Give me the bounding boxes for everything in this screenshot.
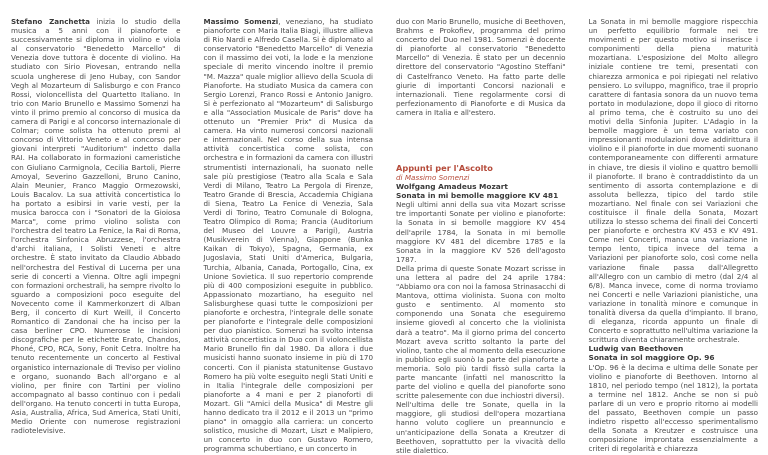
section-author: di Massimo Somenzi [396,173,470,183]
column-3 [396,17,566,455]
bio-zanchetta [11,17,181,435]
piece-title-mozart: Sonata in mi bemolle maggiore KV 481 [396,191,559,201]
mozart-paragraph-1: Negli ultimi anni della sua vita Mozart scrisse tre importanti Sonate per violino e pianoforte: la Sonata in si bemolle maggiore KV 454 dell'aprile 1784, la Sonata in mi bemolle maggiore KV 481 del dicembre 1785 e la Sonata in la maggiore KV 526 dell'agosto 1787. [396,200,566,264]
bio-zanchetta-text: inizia lo studio della musica a 5 anni con il pianoforte e successivamente si diploma in violino e viola al conservatorio "Benedetto Marcello" di Venezia dove tuttora è docente di violino. Ha studiato con Sirio Piovesan, entrando nella scuola ungherese di Jeno Hubay, con Sandor Vegh al Mozarteum di Salisburgo e con Franco Rossi, violoncellista del Quartetto Italiano. In trio con Mario Brunello e Massimo Somenzi ha vinto il primo premio al concorso di musica da camera di Parigi e al concorso internazionale di Colmar; come solista ha ottenuto premi al concorso di Vittorio Veneto e al concorso per giovani interpreti "Auditorium" indetto dalla RAI. Ha collaborato in formazioni cameristiche con Giuliano Carmignola, Cecilia Bartoli, Pierre Amoyal, Severino Gazzelloni, Bruno Canino, Alain Meunier, Franco Maggio Ormezowski, Louis Bacalov. La sua attività concertistica lo ha portato a esibirsi in varie vesti, per la musica barocca con i "Sonatori de la Gioiosa Marca", come primo violino solista con l'orchestra del teatro La Fenice, la Rai di Roma, l'orchestra Sinfonica Abruzzese, l'orchestra d'archi italiana, I Solisti Veneti e altre orchestre. È stato invitato da Claudio Abbado nell'orchestra del Festival di Lucerna per una serie di concerti a Vienna. Oltre agli impegni con formazioni orchestrali, ha sempre rivolto lo sguardo a composizioni poco eseguite del Novecento come il Kammerkonzert di Alban Berg, il concerto di Kurt Weill, il Concerto Romantico di Zandonai che ha inciso per la casa berliner CPO. Numerose le incisioni discografiche per le etichette Erato, Chandos, Phoné, CPO, RCA, Sony, Fonit Cetra. Inoltre ha tenuto recentemente un concerto al Festival organistico internazionale di Treviso per violino e organo, suonando Bach all'organo e al violino, per finire con Tartini per violino accompagnato al basso continuo con i pedali dell'organo. Ha tenuto concerti in tutta Europa, Asia, Australia, Africa, Sud America, Stati Uniti, Medio Oriente con numerose registrazioni radiotelevisive. [11,17,181,436]
mozart-paragraph-2: Della prima di queste Sonate Mozart scrisse in una lettera al padre del 24 aprile 1784: "Abbiamo ora con noi la famosa Strinasacchi di Mantova, ottima violinista. Suona con molto gusto e sentimento. Al momento sto componendo una Sonata che eseguiremo insieme giovedì al concerto che la violinista darà a teatro". Ma il giorno prima del concerto Mozart aveva scritto soltanto la parte del violino, tanto che al momento della esecuzione in pubblico egli suonò la parte del pianoforte a memoria. Solo più tardi fissò sulla carta la parte mancante (infatti nel manoscritto la parte del violino e quella del pianoforte sono scritte palesemente con due inchiostri diversi). [396,263,566,401]
bio-somenzi-text: , veneziano, ha studiato pianoforte con Maria Italia Biagi, illustre allieva di Rio Nardi e Alfredo Casella. Si è diplomato al conservatorio "Benedetto Marcello" di Venezia con il massimo dei voti, la lode e la menzione speciale di merito vincendo inoltre il premio "M. Mazza" quale miglior allievo della Scuola di Pianoforte. Ha studiato Musica da camera con Sergio Lorenzi, Franco Rossi e Antonio Janigro. Si è perfezionato al "Mozarteum" di Salisburgo e alla "Association Musicale de Paris" dove ha ottenuto un "Premier Prix" di Musica da camera. Ha vinto numerosi concorsi nazionali e internazionali. Nel corso della sua intensa attività concertistica come solista, con orchestra e in formazioni da camera con illustri strumentisti internazionali, ha suonato nelle sale più prestigiose (Teatro alla Scala e Sala Verdi di Milano, Teatro La Pergola di Firenze, Teatro Grande di Brescia, Accademia Chigiana di Siena, Teatro La Fenice di Venezia, Sala Verdi di Torino, Teatro Comunale di Bologna, Teatro Olimpico di Roma; Francia (Auditorium del Museo del Louvre a Parigi), Austria (Musikverein di Vienna), Giappone (Bunka Kaikan di Tokyo), Spagna, Germania, ex Jugoslavia, Stati Uniti d'America, Bulgaria, Turchia, Albania, Canada, Portogallo, Cina, ex Unione Sovietica. Il suo repertorio comprende più di 400 composizioni eseguite in pubblico. Appassionato mozartiano, ha eseguito nel Salisburghese quasi tutte le composizioni per pianoforte e orchestra, l'integrale delle sonate per pianoforte e l'integrale delle composizioni per duo pianistico. Somenzi ha svolto intensa attività concertistica in Duo con il violoncellista Mario Brunello fin dal 1980. Da allora i due musicisti hanno suonato insieme in più di 170 concerti. Con il pianista statunitense Gustavo Romero ha più volte eseguito negli Stati Uniti e in Italia l'integrale delle composizioni per pianoforte a 4 mani e per 2 pianoforti di Mozart. Gli "Amici della Musica" di Mestre gli hanno dedicato tra il 2012 e il 2013 un "primo piano" in omaggio alla carriera: un concerto solistico, musiche di Mozart, Liszt e Malipiero, un concerto in duo con Gustavo Romero, programma schubertiano, e un concerto in [203,17,373,454]
piece-composer-mozart: Wolfgang Amadeus Mozart [396,182,508,192]
beethoven-paragraph: L'Op. 96 è la decima e ultima delle Sonate per violino e pianoforte di Beethoven. Intorno al 1810, nel periodo tempo (nel 1812), la portata a termine nel 1812. Anche se non si può parlare di un vero e proprio ritorno ai modelli del passato, Beethoven compie un passo indietro rispetto all'eccesso sperimentalismo della Sonata a Kreutzer e costruisce una composizione improntata essenzialmente a criteri di regolarità e chiarezza [588,362,758,454]
column-4 [588,17,759,454]
piece-title-beethoven: Sonata in sol maggiore Op. 96 [588,353,715,363]
name-zanchetta: Stefano Zanchetta [11,17,90,26]
bio-somenzi-continued: duo con Mario Brunello, musiche di Beethoven, Brahms e Prokofiev, programma del primo concerto del Duo nel 1981. Somenzi è docente di pianoforte al conservatorio "Benedetto Marcello" di Venezia. È stato per un decennio direttore del conservatorio "Agostino Steffani" di Castelfranco Veneto. Ha fatto parte delle giurie di importanti Concorsi nazionali e internazionali. Tiene regolarmente corsi di perfezionamento di Pianoforte e di Musica da camera in Italia e all'estero. [396,17,566,117]
name-somenzi: Massimo Somenzi [203,17,279,26]
section-title: Appunti per l'Ascolto [396,163,493,174]
mozart-analysis: La Sonata in mi bemolle maggiore rispecchia un perfetto equilibrio formale nei tre movimenti e per questo motivo si inserisce i componimenti della piena maturità mozartiana. L'esposizione del Molto allegro iniziale contiene tre temi, presentati con chiarezza armonica e poi ripiegati nel relativo pensiero. Lo sviluppo, magnifico, trae il proprio carattere di fantasia sonora da un nuovo tema portato in modulazione, dopo il gioco di ritorno al primo tema, che è costruito su uno dei motivi della Sinfonia Jupiter. L'Adagio in la bemolle maggiore è un tema variato con impressionanti modulazioni dove addirittura il violino e il pianoforte in due momenti suonano contemporaneamente con differenti armature in chiave, tre diesis il violino e quattro bemolli il pianoforte. Il brano è contraddistinto da un sentimento di assorta contemplazione e di assoluta bellezza, tipico del tardo stile mozartiano. Nel finale con sei Variazioni che costituisce il finale della Sonata, Mozart utilizza lo stesso schema dei finali dei Concerti per pianoforte e orchestra KV 453 e KV 491. Come nei Concerti, manca una variazione in tempo lento, tipica invece del tema a Variazioni per pianoforte solo, così come nella variazione finale passa dall'Allegretto all'Allegro con un cambio di metro (dal 2/4 al 6/8). Manca invece, come di norma troviamo nei Concerti e nelle Variazioni pianistiche, una variazione in tonalità minore e comunque in tonalità diversa da quella d'impianto. Il brano, di eleganza, ricorda appunto un finale di Concerto e soprattutto nell'ultima variazione la scrittura diventa chiaramente orchestrale. [588,17,758,345]
column-2 [203,17,374,454]
column-1 [11,17,181,436]
mozart-paragraph-3: Nell'ultima delle tre Sonate, quella in la maggiore, gli studiosi dell'opera mozartiana hanno voluto cogliere un preannuncio e un'anticipazione della Sonata a Kreutzer di Beethoven, soprattutto per la vivacità dello stile dialettico. [396,400,566,455]
bio-somenzi [204,17,374,454]
piece-composer-beethoven: Ludwig van Beethoven [588,344,684,354]
